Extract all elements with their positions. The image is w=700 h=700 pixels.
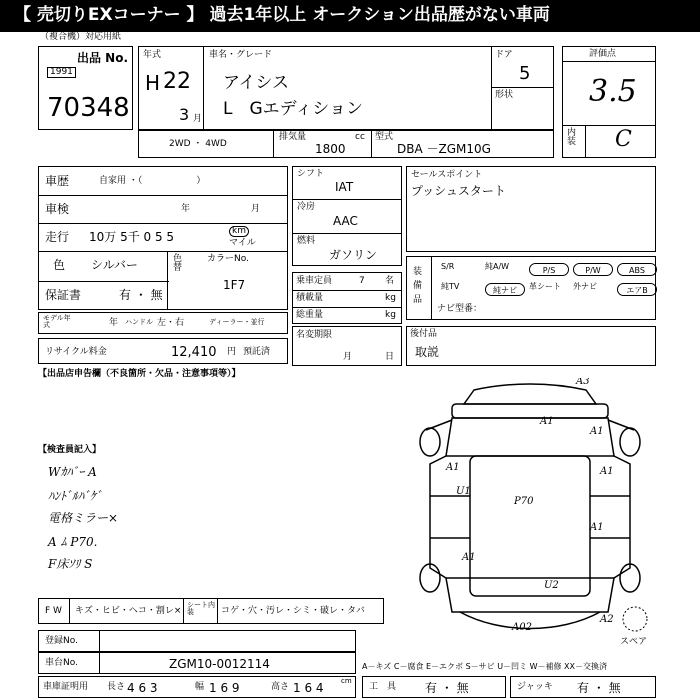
dims-label: 車庫証明用 [43, 682, 89, 692]
change-label: 名変期限 [296, 330, 333, 340]
shift-box [292, 166, 402, 266]
model-year-unit: 年 [109, 318, 119, 328]
tools-label: 工 具 [369, 682, 397, 692]
displacement-unit: cc [355, 132, 365, 142]
equipment-item: ABS [617, 263, 657, 276]
capacity-unit: 名 [385, 276, 395, 286]
seat-label: シート内装 [187, 601, 215, 616]
chassis-value: ZGM10-0012114 [169, 657, 270, 671]
damage-mark: A1 [462, 552, 476, 563]
sub-header: （複合機）対応用紙 [40, 32, 122, 42]
equipment-item: 純ナビ [485, 283, 525, 296]
tools-box [362, 676, 506, 698]
banner-text: 【 売切りEXコーナー 】 過去1年以上 オークション出品歴がない車両 [14, 5, 550, 25]
jack-box [510, 676, 656, 698]
inspector-note: F床ｿﾘ S [48, 557, 93, 571]
equipment-item: 革シート [529, 282, 561, 291]
equipment-item: P/W [573, 263, 613, 276]
navi-label: ナビ型番： [437, 304, 483, 314]
year-era: H [145, 71, 161, 95]
year-month: 3 [179, 105, 190, 124]
spare-tire-diagram [620, 604, 650, 634]
shift-value: IAT [335, 180, 354, 194]
drive-text: 2WD ・ 4WD [169, 139, 227, 149]
mileage-value: 10万 5千 0 5 5 [89, 230, 175, 244]
after-parts-label: 後付品 [410, 329, 438, 339]
equipment-item: エアB [617, 283, 657, 296]
fw-label: F W [45, 606, 62, 616]
model-year-label: モデル年式 [43, 314, 71, 329]
recycle-value: 12,410 [171, 345, 217, 360]
lot-label: 出品 No. [77, 51, 129, 65]
spec-row [138, 130, 554, 158]
inspector-title: 【検査員記入】 [38, 445, 102, 455]
jack-label: ジャッキ [517, 682, 553, 692]
car-name-label: 車名・グレード [209, 50, 273, 60]
warranty-label: 保証書 [45, 288, 82, 302]
fuel-value: ガソリン [329, 248, 378, 262]
inspector-note: ﾊﾝﾄﾞﾙﾊﾞｹﾞ [48, 489, 103, 503]
length-label: 長さ [107, 682, 126, 692]
chassis-label: 車台No. [45, 658, 78, 668]
shape-label: 形状 [495, 90, 514, 100]
dims-unit: cm [341, 677, 352, 685]
damage-mark: P70 [514, 496, 534, 507]
damage-mark: A1 [446, 462, 460, 473]
equipment-item: 純TV [441, 282, 460, 291]
lot-number: 70348 [47, 93, 130, 123]
fuel-label: 燃料 [297, 236, 316, 246]
damage-mark: A1 [590, 426, 604, 437]
inspector-note: Wｶﾊﾞｰ A [48, 465, 97, 479]
recycle-label: リサイクル料金 [45, 347, 107, 357]
inspection-month: 月 [251, 204, 261, 214]
after-parts-box [406, 326, 656, 366]
change-month: 月 [343, 352, 353, 362]
history-label: 車歴 [45, 174, 70, 188]
capacity-box [292, 272, 402, 324]
year-month-unit: 月 [193, 114, 203, 124]
shift-label: シフト [297, 169, 325, 179]
inspection-year: 年 [181, 204, 191, 214]
capacity-label: 乗車定員 [296, 276, 333, 286]
score-label: 評価点 [589, 49, 617, 59]
color-value: シルバー [91, 258, 138, 272]
spare-label: スペア [620, 637, 648, 647]
inspector-notes [44, 462, 224, 582]
ac-label: 冷房 [297, 202, 316, 212]
load-label: 積載量 [296, 293, 324, 303]
handle-value: 左・右 [157, 318, 185, 328]
handle-label: ハンドル [125, 318, 153, 326]
ac-value: AAC [333, 214, 358, 228]
change-box [292, 326, 402, 366]
displacement-value: 1800 [315, 142, 346, 156]
tools-value: 有 ・ 無 [425, 681, 469, 695]
damage-mark: A1 [540, 416, 554, 427]
weight-label: 総重量 [296, 310, 324, 320]
dealer-label: ディーラー・並行 [209, 318, 265, 326]
damage-mark: U2 [544, 580, 559, 591]
sales-point-label: セールスポイント [411, 170, 483, 180]
mileage-label: 走行 [45, 230, 70, 244]
km-label: km [229, 226, 249, 237]
title-banner [0, 0, 700, 32]
header-box [138, 46, 554, 130]
warranty-value: 有 ・ 無 [119, 288, 163, 302]
recycle-unit: 円 [227, 347, 237, 357]
inspector-note: A ﾑ P70. [48, 535, 98, 549]
equipment-item: P/S [529, 263, 569, 276]
change-day: 日 [385, 352, 395, 362]
damage-legend: A－キズ C－腐食 E－エクボ S－サビ U－凹ミ W－補修 XX－交換済 [362, 662, 608, 671]
height-label: 高さ [271, 682, 290, 692]
sales-point-value: プッシュスタート [411, 184, 506, 198]
score-value: 3.5 [589, 74, 637, 109]
jack-value: 有 ・ 無 [577, 681, 621, 695]
displacement-label: 排気量 [279, 132, 307, 142]
door-value: 5 [519, 63, 531, 84]
width-label: 幅 [195, 682, 205, 692]
inspector-note: 電格ミラー× [48, 511, 119, 525]
recycle-note: 預託済 [243, 347, 271, 357]
color-label: 色 [53, 258, 66, 272]
damage-mark: A02 [512, 622, 532, 633]
load-unit: kg [385, 293, 396, 303]
fw-row [38, 598, 384, 624]
history-value: 自家用 ・（ ） [99, 176, 206, 186]
registration-label: 登録No. [45, 636, 78, 646]
lot-box [38, 46, 133, 130]
damage-mark: A2 [600, 614, 614, 625]
lot-year-stamp: 1991 [47, 67, 76, 78]
car-name: アイシス [223, 73, 289, 93]
year-label: 年式 [143, 50, 162, 60]
damage-mark: A1 [590, 522, 604, 533]
fw-options: キズ・ヒビ・ヘコ・割レ× [75, 606, 182, 616]
sales-point-box [406, 166, 656, 252]
mile-label: マイル [229, 238, 256, 248]
recycle-box [38, 338, 288, 364]
color-no-label: カラーNo. [207, 254, 249, 264]
equipment-item: 純A/W [485, 262, 510, 271]
score-box [562, 46, 656, 158]
model-info-row [38, 312, 288, 334]
equipment-item: S/R [441, 262, 455, 271]
dimensions-row [38, 676, 356, 698]
after-parts-value: 取説 [415, 345, 440, 359]
damage-mark: A1 [600, 466, 614, 477]
color-no: 1F7 [223, 278, 246, 292]
capacity-value: 7 [359, 276, 365, 286]
equipment-label: 装備品 [413, 267, 423, 305]
inspection-label: 車検 [45, 202, 70, 216]
length-value: 4 6 3 [127, 681, 158, 695]
registration-row [38, 630, 356, 652]
damage-mark: A3 [576, 378, 590, 387]
width-value: 1 6 9 [209, 681, 240, 695]
model-value: DBA －ZGM10G [397, 142, 491, 156]
interior-label: 内装 [567, 128, 577, 147]
weight-unit: kg [385, 310, 396, 320]
damage-mark: U1 [456, 486, 471, 497]
interior-value: C [615, 127, 632, 152]
car-grade: L Gエディション [223, 99, 363, 119]
model-label: 型式 [375, 132, 394, 142]
store-notes-title: 【出品店申告欄（不良箇所・欠品・注意事項等）】 [38, 369, 241, 379]
history-box [38, 166, 288, 310]
height-value: 1 6 4 [293, 681, 324, 695]
equipment-box [406, 256, 656, 320]
color-swap: 色替 [173, 254, 183, 273]
door-label: ドア [495, 50, 513, 60]
chassis-row [38, 652, 356, 674]
equipment-item: 外ナビ [573, 282, 597, 291]
seat-options: コゲ・穴・汚レ・シミ・破レ・タバ [221, 606, 365, 616]
year-value: 22 [163, 69, 191, 94]
